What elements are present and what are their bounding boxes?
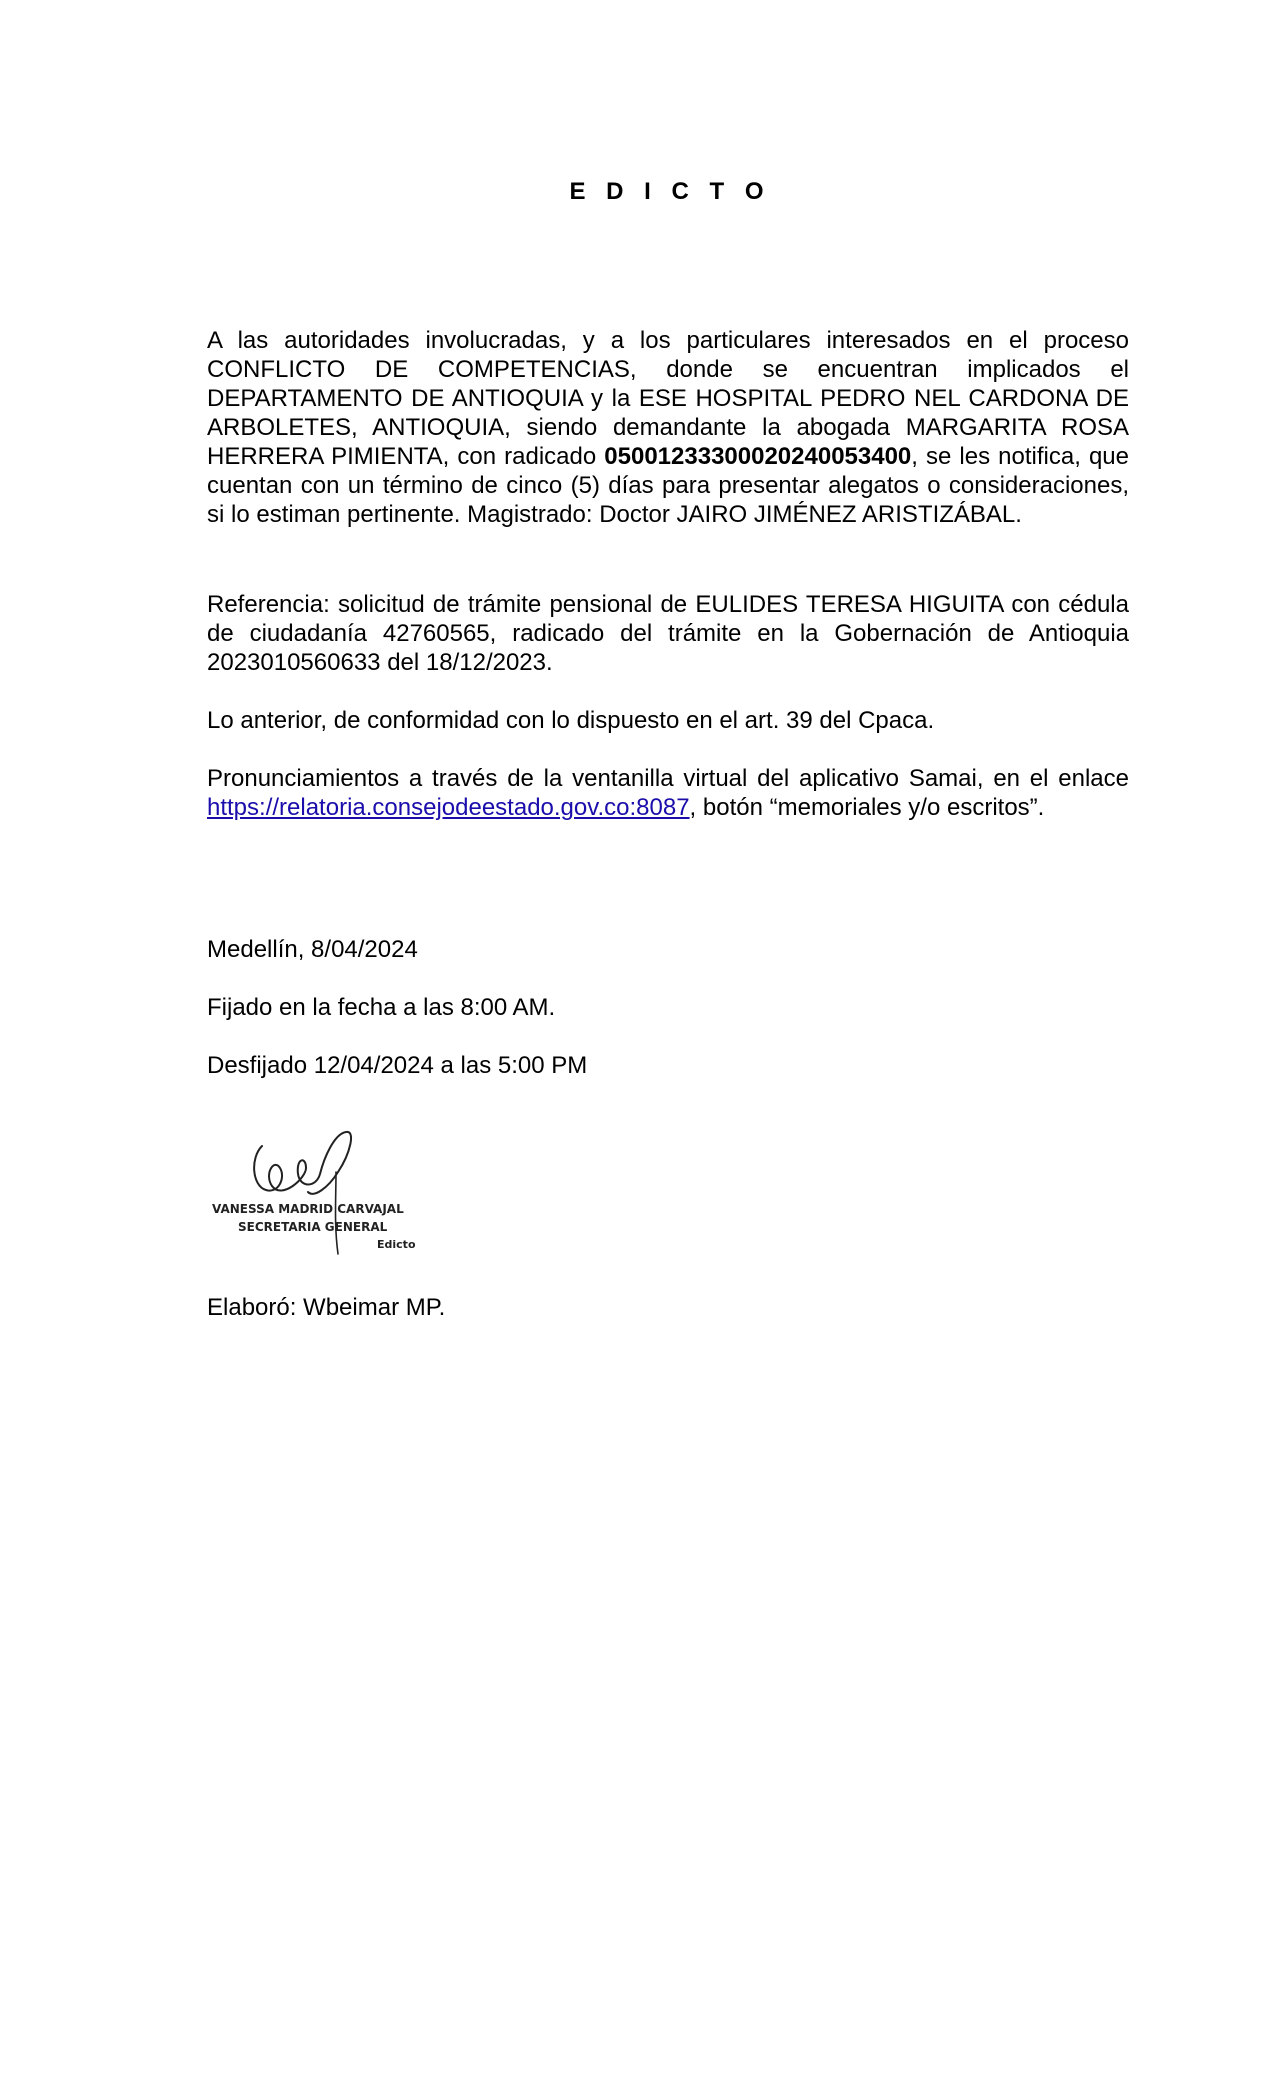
place-date: Medellín, 8/04/2024 [207, 936, 418, 963]
signatory-name: VANESSA MADRID CARVAJAL [212, 1202, 404, 1216]
notification-paragraph [207, 326, 1129, 529]
submission-text-start: Pronunciamientos a través de la ventanilla virtual del aplicativo Samai, en el enlace [207, 765, 1129, 792]
notification-text-end: , se les notifica, que cuentan con un término de cinco (5) días para presentar alegatos o consideraciones, si lo estiman pertinente. Magistrado: Doctor JAIRO JIMÉNEZ ARISTIZÁBAL. [207, 443, 1129, 528]
document-title: E D I C T O [569, 178, 771, 205]
samai-link[interactable]: https://relatoria.consejodeestado.gov.co:8087 [207, 794, 690, 821]
prepared-by: Elaboró: Wbeimar MP. [207, 1294, 446, 1321]
unfixed-date: Desfijado 12/04/2024 a las 5:00 PM [207, 1052, 588, 1079]
signatory-role: SECRETARIA GENERAL [238, 1220, 388, 1234]
signature-note: Edicto [377, 1238, 416, 1251]
handwritten-signature [210, 1128, 430, 1256]
legal-basis-paragraph: Lo anterior, de conformidad con lo dispuesto en el art. 39 del Cpaca. [207, 707, 935, 734]
notification-text-start: A las autoridades involucradas, y a los particulares interesados en el proceso CONFLICTO DE COMPETENCIAS, donde se encuentran implicados el DEPARTAMENTO DE ANTIOQUIA y la ESE HOSPITAL PEDRO NEL CARDONA DE ARBOLETES, ANTIOQUIA, siendo demandante la abogada MARGARITA ROSA HERRERA PIMIENTA, con radicado [207, 327, 1129, 470]
radicado-number: 05001233300020240053400 [604, 443, 912, 470]
reference-paragraph: Referencia: solicitud de trámite pensional de EULIDES TERESA HIGUITA con cédula de ciudadanía 42760565, radicado del trámite en la Gobernación de Antioquia 2023010560633 del 18/12/2023. [207, 591, 1129, 676]
submission-text-end: , botón “memoriales y/o escritos”. [689, 794, 1045, 821]
signature-block [210, 1128, 430, 1256]
fixed-date: Fijado en la fecha a las 8:00 AM. [207, 994, 556, 1021]
submission-paragraph [207, 764, 1129, 822]
